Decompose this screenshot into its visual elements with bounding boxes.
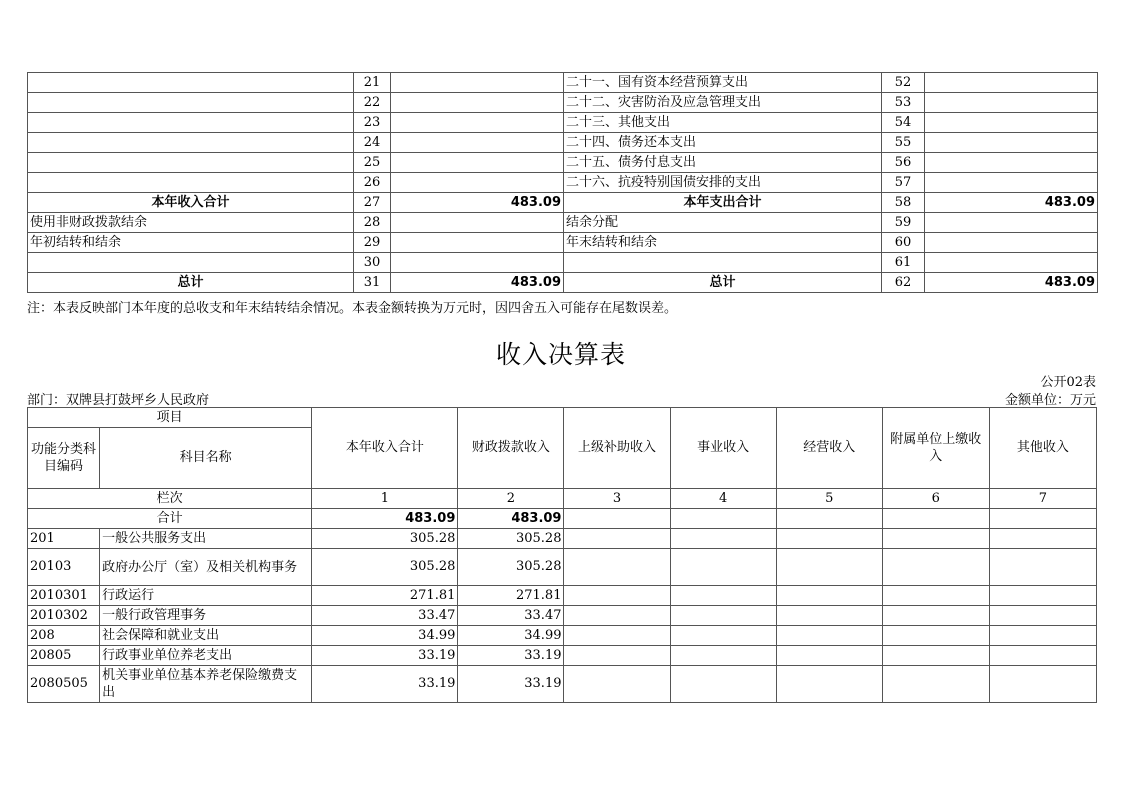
expense-amount: 483.09 — [925, 193, 1098, 213]
amount-cell: 33.47 — [312, 606, 458, 626]
amount-unit-label: 金额单位：万元 — [1004, 393, 1096, 408]
income-line-no: 29 — [354, 233, 391, 253]
expense-line-no: 59 — [882, 213, 925, 233]
table-row — [28, 529, 1097, 549]
function-code: 2010301 — [28, 586, 100, 606]
expense-item-label: 二十二、灾害防治及应急管理支出 — [564, 93, 882, 113]
subject-name: 社会保障和就业支出 — [100, 626, 312, 646]
table-row — [28, 586, 1097, 606]
income-item-label — [28, 93, 354, 113]
total-value — [564, 509, 670, 529]
column-index: 1 — [312, 489, 458, 509]
income-line-no: 30 — [354, 253, 391, 273]
income-item-label: 总计 — [28, 273, 354, 293]
income-amount — [391, 153, 564, 173]
table-note: 注：本表反映部门本年度的总收支和年末结转结余情况。本表金额转换为万元时，因四舍五入可能存在尾数误差。 — [27, 301, 678, 316]
table-row — [28, 626, 1097, 646]
expense-item-label: 本年支出合计 — [564, 193, 882, 213]
amount-cell — [776, 666, 882, 703]
header-col-7: 其他收入 — [989, 408, 1096, 489]
amount-cell — [776, 549, 882, 586]
expense-line-no: 55 — [882, 133, 925, 153]
summary-row — [28, 213, 1098, 233]
summary-row — [28, 73, 1098, 93]
amount-cell — [564, 586, 670, 606]
summary-row — [28, 173, 1098, 193]
income-line-no: 25 — [354, 153, 391, 173]
expense-line-no: 60 — [882, 233, 925, 253]
amount-cell — [882, 646, 989, 666]
income-item-label — [28, 253, 354, 273]
expense-item-label — [564, 253, 882, 273]
header-col-1: 本年收入合计 — [312, 408, 458, 489]
column-index: 4 — [670, 489, 776, 509]
income-amount — [391, 173, 564, 193]
amount-cell — [670, 646, 776, 666]
amount-cell — [670, 586, 776, 606]
expense-amount — [925, 233, 1098, 253]
income-line-no: 24 — [354, 133, 391, 153]
amount-cell — [882, 529, 989, 549]
amount-cell: 271.81 — [312, 586, 458, 606]
income-line-no: 23 — [354, 113, 391, 133]
subject-name: 一般公共服务支出 — [100, 529, 312, 549]
amount-cell — [670, 666, 776, 703]
amount-cell: 33.19 — [458, 646, 564, 666]
income-amount — [391, 93, 564, 113]
amount-cell: 305.28 — [458, 529, 564, 549]
amount-cell — [670, 626, 776, 646]
amount-cell — [776, 646, 882, 666]
summary-row — [28, 113, 1098, 133]
amount-cell — [564, 646, 670, 666]
expense-line-no: 56 — [882, 153, 925, 173]
subject-name: 政府办公厅（室）及相关机构事务 — [100, 549, 312, 586]
amount-cell — [882, 606, 989, 626]
income-line-no: 27 — [354, 193, 391, 213]
column-index: 5 — [776, 489, 882, 509]
function-code: 2010302 — [28, 606, 100, 626]
income-line-no: 26 — [354, 173, 391, 193]
department-label: 部门：双牌县打鼓坪乡人民政府 — [27, 393, 210, 408]
total-value — [776, 509, 882, 529]
amount-cell — [776, 586, 882, 606]
summary-row — [28, 193, 1098, 213]
income-item-label: 年初结转和结余 — [28, 233, 354, 253]
amount-cell — [989, 666, 1096, 703]
column-index: 2 — [458, 489, 564, 509]
amount-cell: 34.99 — [458, 626, 564, 646]
expense-item-label: 总计 — [564, 273, 882, 293]
expense-amount — [925, 153, 1098, 173]
expense-line-no: 52 — [882, 73, 925, 93]
amount-cell — [564, 626, 670, 646]
income-amount — [391, 73, 564, 93]
header-code: 功能分类科目编码 — [28, 428, 100, 489]
expense-amount — [925, 173, 1098, 193]
expense-item-label: 年末结转和结余 — [564, 233, 882, 253]
amount-cell — [776, 606, 882, 626]
amount-cell — [776, 626, 882, 646]
income-item-label — [28, 153, 354, 173]
expense-line-no: 53 — [882, 93, 925, 113]
amount-cell — [882, 626, 989, 646]
amount-cell — [882, 549, 989, 586]
table-row — [28, 666, 1097, 703]
income-item-label — [28, 133, 354, 153]
income-item-label: 本年收入合计 — [28, 193, 354, 213]
amount-cell — [989, 529, 1096, 549]
expense-line-no: 62 — [882, 273, 925, 293]
page-title: 收入决算表 — [495, 340, 626, 369]
total-value: 483.09 — [312, 509, 458, 529]
expense-amount — [925, 73, 1098, 93]
header-col-5: 经营收入 — [776, 408, 882, 489]
amount-cell — [776, 529, 882, 549]
table-row — [28, 646, 1097, 666]
expense-line-no: 54 — [882, 113, 925, 133]
amount-cell — [989, 626, 1096, 646]
total-value — [989, 509, 1096, 529]
form-number: 公开02表 — [1040, 375, 1096, 390]
column-index-row — [28, 489, 1097, 509]
amount-cell — [564, 529, 670, 549]
summary-row — [28, 273, 1098, 293]
summary-row — [28, 153, 1098, 173]
amount-cell — [670, 529, 776, 549]
amount-cell: 33.47 — [458, 606, 564, 626]
income-amount — [391, 233, 564, 253]
expense-item-label: 二十四、债务还本支出 — [564, 133, 882, 153]
expense-amount — [925, 93, 1098, 113]
subject-name: 一般行政管理事务 — [100, 606, 312, 626]
income-amount: 483.09 — [391, 273, 564, 293]
summary-row — [28, 133, 1098, 153]
income-amount: 483.09 — [391, 193, 564, 213]
column-index: 6 — [882, 489, 989, 509]
amount-cell: 305.28 — [312, 549, 458, 586]
subject-name: 行政运行 — [100, 586, 312, 606]
amount-cell: 34.99 — [312, 626, 458, 646]
column-index-label: 栏次 — [28, 489, 312, 509]
header-col-4: 事业收入 — [670, 408, 776, 489]
amount-cell: 305.28 — [458, 549, 564, 586]
amount-cell — [882, 586, 989, 606]
header-item: 项目 — [28, 408, 312, 428]
function-code: 20805 — [28, 646, 100, 666]
table-row — [28, 606, 1097, 626]
total-row — [28, 509, 1097, 529]
function-code: 201 — [28, 529, 100, 549]
table-row — [28, 549, 1097, 586]
summary-table — [27, 72, 1098, 293]
income-amount — [391, 213, 564, 233]
expense-amount — [925, 213, 1098, 233]
column-index: 3 — [564, 489, 670, 509]
expense-line-no: 58 — [882, 193, 925, 213]
header-col-2: 财政拨款收入 — [458, 408, 564, 489]
summary-row — [28, 93, 1098, 113]
amount-cell: 33.19 — [312, 646, 458, 666]
expense-item-label: 二十三、其他支出 — [564, 113, 882, 133]
subject-name: 行政事业单位养老支出 — [100, 646, 312, 666]
header-name: 科目名称 — [100, 428, 312, 489]
expense-item-label: 结余分配 — [564, 213, 882, 233]
expense-amount: 483.09 — [925, 273, 1098, 293]
expense-amount — [925, 133, 1098, 153]
amount-cell — [882, 666, 989, 703]
amount-cell: 305.28 — [312, 529, 458, 549]
income-amount — [391, 113, 564, 133]
summary-row — [28, 233, 1098, 253]
income-amount — [391, 133, 564, 153]
amount-cell — [564, 666, 670, 703]
column-index: 7 — [989, 489, 1096, 509]
subject-name: 机关事业单位基本养老保险缴费支出 — [100, 666, 312, 703]
amount-cell — [989, 606, 1096, 626]
expense-item-label: 二十一、国有资本经营预算支出 — [564, 73, 882, 93]
expense-line-no: 61 — [882, 253, 925, 273]
summary-row — [28, 253, 1098, 273]
income-line-no: 31 — [354, 273, 391, 293]
amount-cell — [989, 549, 1096, 586]
income-item-label — [28, 173, 354, 193]
income-line-no: 22 — [354, 93, 391, 113]
income-line-no: 21 — [354, 73, 391, 93]
total-label: 合计 — [28, 509, 312, 529]
income-amount — [391, 253, 564, 273]
amount-cell — [989, 586, 1096, 606]
amount-cell — [670, 549, 776, 586]
expense-amount — [925, 253, 1098, 273]
expense-line-no: 57 — [882, 173, 925, 193]
income-item-label: 使用非财政拨款结余 — [28, 213, 354, 233]
income-line-no: 28 — [354, 213, 391, 233]
expense-item-label: 二十六、抗疫特别国债安排的支出 — [564, 173, 882, 193]
amount-cell — [989, 646, 1096, 666]
total-value — [670, 509, 776, 529]
income-table — [27, 407, 1097, 703]
amount-cell — [670, 606, 776, 626]
function-code: 2080505 — [28, 666, 100, 703]
function-code: 208 — [28, 626, 100, 646]
function-code: 20103 — [28, 549, 100, 586]
total-value — [882, 509, 989, 529]
amount-cell: 271.81 — [458, 586, 564, 606]
expense-item-label: 二十五、债务付息支出 — [564, 153, 882, 173]
total-value: 483.09 — [458, 509, 564, 529]
expense-amount — [925, 113, 1098, 133]
income-item-label — [28, 113, 354, 133]
amount-cell: 33.19 — [458, 666, 564, 703]
amount-cell — [564, 549, 670, 586]
header-col-3: 上级补助收入 — [564, 408, 670, 489]
amount-cell: 33.19 — [312, 666, 458, 703]
income-item-label — [28, 73, 354, 93]
header-col-6: 附属单位上缴收入 — [882, 408, 989, 489]
amount-cell — [564, 606, 670, 626]
